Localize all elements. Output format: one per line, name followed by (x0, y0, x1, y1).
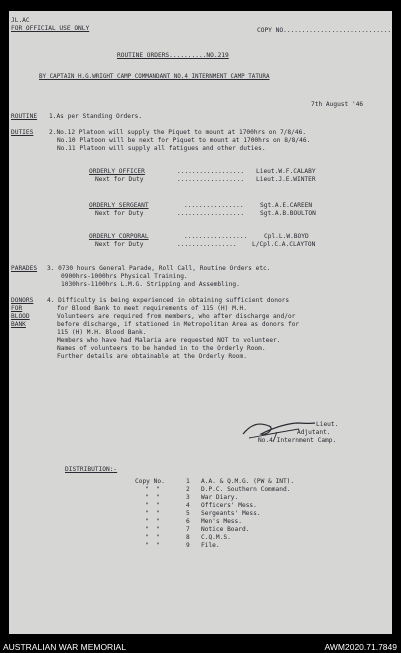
parades-line: 0900hrs-1000hrs Physical Training. (61, 273, 188, 280)
copy-number-item: 8 (186, 534, 190, 541)
ditto-marks: " " (145, 526, 160, 533)
ditto-marks: " " (145, 534, 160, 541)
orderly-name: Sgt.A.E.CAREEN (260, 202, 313, 209)
donors-line: 115 (H) M.H. Blood Bank. (57, 329, 147, 336)
ditto-marks: " " (145, 502, 160, 509)
orderly-role: ORDERLY CORPORAL (89, 233, 149, 240)
ditto-marks: " " (145, 542, 160, 549)
copy-number-item: 1 (186, 478, 190, 485)
next-duty-label: Next for Duty (95, 241, 144, 248)
archive-name: AUSTRALIAN WAR MEMORIAL (3, 642, 126, 652)
donors-label: FOR (11, 305, 23, 312)
leader-dots: ................. (184, 233, 248, 240)
document-page (9, 11, 392, 634)
orderly-name: Cpl.L.W.BOYD (264, 233, 309, 240)
order-date: 7th August '46 (311, 101, 364, 108)
copy-number-item: 6 (186, 518, 190, 525)
copy-recipient: Notice Board. (201, 526, 250, 533)
copy-number-item: 5 (186, 510, 190, 517)
next-duty-name: Sgt.A.B.BOULTON (260, 210, 316, 217)
routine-orders-heading: ROUTINE ORDERS..........NO.219 (117, 52, 229, 59)
donors-line: Further details are obtainable at the Orderly Room. (57, 353, 247, 360)
copy-number-item: 7 (186, 526, 190, 533)
orderly-name: Lieut.W.F.CALABY (256, 168, 316, 175)
signature-unit: No.4 Internment Camp. (258, 437, 337, 444)
routine-text: 1.As per Standing Orders. (49, 113, 143, 120)
copy-number-item: 2 (186, 486, 190, 493)
copy-recipient: Men's Mess. (201, 518, 242, 525)
ditto-marks: " " (145, 518, 160, 525)
duties-line: 2.No.12 Platoon will supply the Piquet to mount at 1700hrs on 7/8/46. (49, 129, 307, 136)
donors-line: for Blood Bank to meet requirements of 115 (H) M.H. (57, 305, 247, 312)
next-duty-name: Lieut.J.E.WINTER (256, 176, 316, 183)
next-duty-name: L/Cpl.C.A.CLAYTON (252, 241, 316, 248)
duties-line: No.11 Platoon will supply all fatigues and other duties. (57, 145, 266, 152)
distribution-heading: DISTRIBUTION:- (65, 466, 118, 473)
copy-recipient: C.Q.M.S. (201, 534, 231, 541)
copy-number-item: 3 (186, 494, 190, 501)
donors-label: BLOOD (11, 313, 30, 320)
file-reference: JL.AC (11, 17, 30, 24)
copy-recipient: File. (201, 542, 220, 549)
issued-by-line: BY CAPTAIN H.G.WRIGHT CAMP COMMANDANT NO.4 INTERNMENT CAMP TATURA (39, 74, 270, 80)
leader-dots: .................. (177, 168, 245, 175)
copy-number-item: 4 (186, 502, 190, 509)
copy-recipient: A.A. & Q.M.G. (PW & INT). (201, 478, 295, 485)
signature-appointment: Adjutant. (297, 429, 331, 436)
donors-line: 4. Difficulty is being experienced in obtaining sufficient donors (47, 297, 290, 304)
leader-dots: ................ (184, 202, 244, 209)
donors-line: Members who have had Malaria are requested NOT to volunteer. (57, 337, 281, 344)
donors-label: DONORS (11, 297, 34, 304)
copy-number: COPY NO............................. (257, 27, 392, 34)
parades-line: 1030hrs-1100hrs L.M.G. Stripping and Assembling. (61, 281, 240, 288)
parades-line: 3. 0730 hours General Parade, Roll Call, Routine Orders etc. (47, 265, 271, 272)
next-duty-label: Next for Duty (95, 210, 144, 217)
copy-recipient: D.P.C. Southern Command. (201, 486, 291, 493)
leader-dots: .................. (177, 176, 245, 183)
leader-dots: .................. (177, 210, 245, 217)
donors-line: Names of volunteers to be handed in to the Orderly Room. (57, 345, 266, 352)
routine-label: ROUTINE (11, 113, 38, 120)
donors-line: Volunteers are required from members, who after discharge and/or (57, 313, 296, 320)
orderly-role: ORDERLY SERGEANT (89, 202, 149, 209)
duties-label: DUTIES (11, 129, 34, 136)
orderly-role: ORDERLY OFFICER (89, 168, 145, 175)
duties-line: No.10 Platoon will be next for Piquet to mount at 1700hrs on 8/8/46. (57, 137, 311, 144)
copy-recipient: Officers' Mess. (201, 502, 257, 509)
copy-recipient: War Diary. (201, 494, 239, 501)
classification: FOR OFFICIAL USE ONLY (11, 25, 90, 32)
ditto-marks: " " (145, 486, 160, 493)
parades-label: PARADES (11, 265, 38, 272)
signature-rank: Lieut. (316, 421, 339, 428)
ditto-marks: " " (145, 494, 160, 501)
copy-number-item: 9 (186, 542, 190, 549)
donors-label: BANK (11, 321, 26, 328)
copy-recipient: Sergeants' Mess. (201, 510, 261, 517)
leader-dots: ................ (177, 241, 237, 248)
archive-footer (0, 638, 401, 653)
archive-reference: AWM2020.71.7849 (324, 642, 397, 652)
donors-line: before discharge, if stationed in Metropolitan Area as donors for (57, 321, 300, 328)
next-duty-label: Next for Duty (95, 176, 144, 183)
ditto-marks: " " (145, 510, 160, 517)
copy-label: Copy No. (135, 478, 165, 485)
